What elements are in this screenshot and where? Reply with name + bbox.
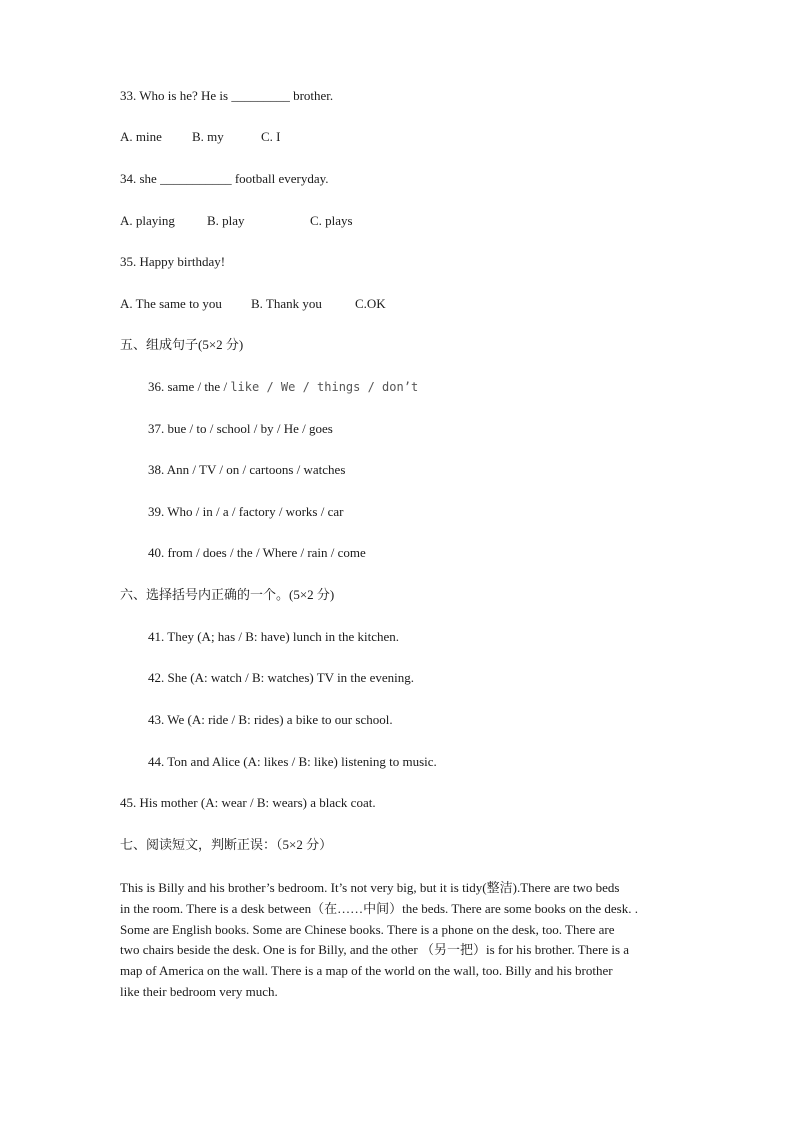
reading-passage (120, 878, 680, 1003)
sentence-item-39: 39. Who / in / a / factory / works / car (148, 504, 344, 519)
sentence-item-40: 40. from / does / the / Where / rain / come (148, 545, 366, 560)
option-b: B. my (192, 129, 224, 144)
choice-item-43: 43. We (A: ride / B: rides) a bike to our school. (148, 712, 393, 727)
sentence-item-37: 37. bue / to / school / by / He / goes (148, 421, 333, 436)
option-b: B. play (207, 213, 245, 228)
sentence-text: 36. same / the / (148, 379, 231, 394)
choice-item-42: 42. She (A: watch / B: watches) TV in the evening. (148, 670, 414, 685)
question-34-options (120, 213, 353, 229)
sentence-item-38: 38. Ann / TV / on / cartoons / watches (148, 462, 346, 477)
passage-line: map of America on the wall. There is a map of the world on the wall, too. Billy and his brother (120, 963, 613, 979)
question-35-options (120, 296, 386, 312)
passage-line: This is Billy and his brother’s bedroom. It’s not very big, but it is tidy(整洁).There are two beds (120, 880, 620, 895)
option-c: C.OK (355, 296, 386, 311)
sentence-item-36 (148, 379, 418, 395)
passage-line: in the room. There is a desk between（在……中间）the beds. There are some books on the desk. . (120, 900, 638, 916)
choice-item-41: 41. They (A; has / B: have) lunch in the kitchen. (148, 629, 400, 644)
question-35: 35. Happy birthday! (120, 254, 226, 269)
question-33-options (120, 129, 281, 145)
choice-item-44: 44. Ton and Alice (A: likes / B: like) listening to music. (148, 754, 437, 769)
sentence-text-mono: like / We / things / don’t (230, 380, 419, 394)
section-5-heading: 五、组成句子(5×2 分) (120, 337, 244, 352)
section-6-heading: 六、选择括号内正确的一个。(5×2 分) (120, 587, 335, 602)
question-34: 34. she ___________ football everyday. (120, 171, 329, 186)
question-33: 33. Who is he? He is _________ brother. (120, 88, 334, 103)
section-7-heading: 七、阅读短文，判断正误：（5×2 分） (120, 837, 333, 852)
option-c: C. I (261, 129, 281, 144)
option-b: B. Thank you (251, 296, 322, 311)
choice-item-45: 45. His mother (A: wear / B: wears) a black coat. (120, 795, 376, 810)
option-a: A. mine (120, 129, 162, 144)
passage-line: Some are English books. Some are Chinese books. There is a phone on the desk, too. There are (120, 921, 615, 937)
option-a: A. playing (120, 213, 175, 228)
option-a: A. The same to you (120, 296, 222, 311)
option-c: C. plays (310, 213, 353, 228)
passage-line: like their bedroom very much. (120, 983, 278, 999)
passage-line: two chairs beside the desk. One is for Billy, and the other （另一把）is for his brother. There is a (120, 942, 630, 958)
